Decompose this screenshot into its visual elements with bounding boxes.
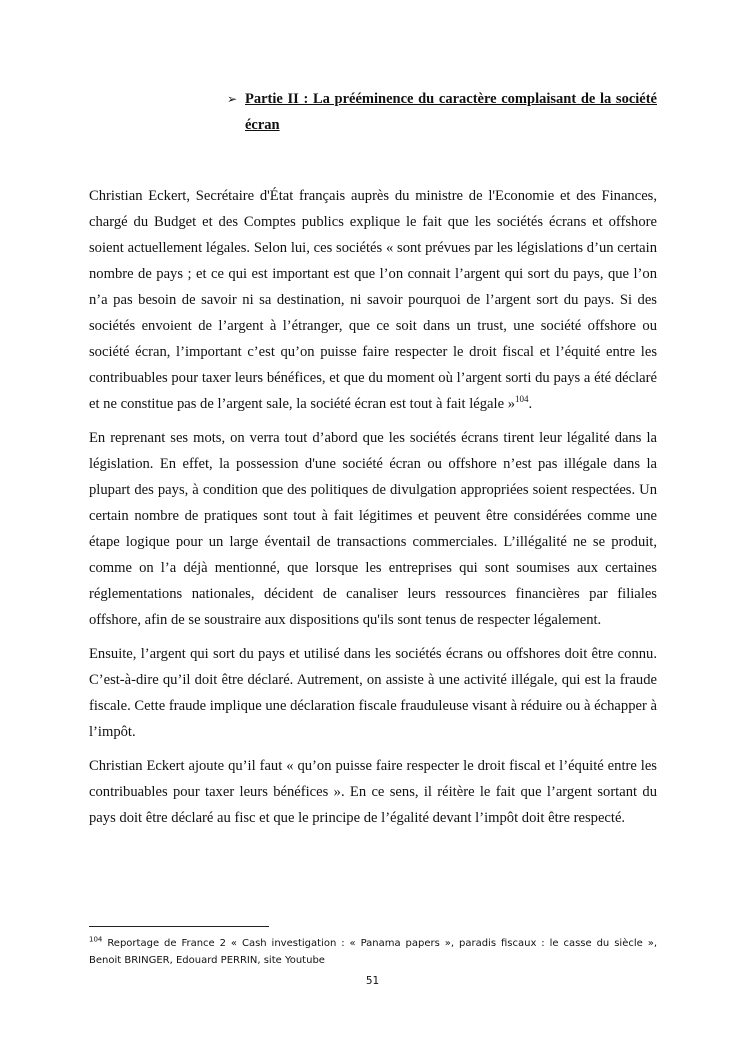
footnote-reference[interactable]: 104 [515, 394, 529, 405]
paragraph-3: Ensuite, l’argent qui sort du pays et utilisé dans les sociétés écrans ou offshores doit être connu. C’est-à-dire qu’il doit être déclaré. Autrement, on assiste à une activité illégale, qui est la fraude fiscale. Cette fraude implique une déclaration fiscale frauduleuse visant à réduire ou à échapper à l’impôt. [89, 646, 657, 740]
paragraph-1 [89, 183, 657, 417]
paragraph-2: En reprenant ses mots, on verra tout d’abord que les sociétés écrans tirent leur légalité dans la législation. En effet, la possession d'une société écran ou offshore n’est pas illégale dans la plupart des pays, à condition que des politiques de divulgation appropriées soient respectées. Un certain nombre de pratiques sont tout à fait légitimes et peuvent être considérées comme une étape logique pour un large éventail de transactions commerciales. L’illégalité ne se produit, comme on l’a déjà mentionné, que lorsque les entreprises qui sont soumises aux certaines réglementations nationales, décident de canaliser leurs ressources financières par filiales offshore, afin de se soustraire aux dispositions qu'ils sont tenus de respecter légalement. [89, 430, 657, 628]
body-text [89, 183, 657, 839]
arrow-bullet-icon: ➢ [227, 92, 238, 106]
footnote-separator [89, 926, 269, 927]
footnote-number: 104 [89, 935, 103, 944]
paragraph-4: Christian Eckert ajoute qu’il faut « qu’on puisse faire respecter le droit fiscal et l’équité entre les contribuables pour taxer leurs bénéfices ». En ce sens, il réitère le fait que l’argent sortant du pays doit être déclaré au fisc et que le principe de l’égalité devant l’impôt doit être respecté. [89, 758, 657, 826]
footnote-text: Reportage de France 2 « Cash investigation : « Panama papers », paradis fiscaux : le casse du siècle », Benoit BRINGER, Edouard PERRIN, site Youtube [89, 938, 657, 966]
paragraph-1-tail: . [528, 396, 533, 412]
footnote [89, 935, 657, 969]
paragraph-1-text: Christian Eckert, Secrétaire d'État français auprès du ministre de l'Economie et des Finances, chargé du Budget et des Comptes publics explique le fait que les sociétés écrans et offshore soient actuellement légales. Selon lui, ces sociétés « sont prévues par les législations d’un certain nombre de pays ; et ce qui est important est que l’on connait l’argent qui sort du pays, que l’on n’a pas besoin de savoir ni sa destination, ni savoir pourquoi de l’argent sort du pays. Si des sociétés envoient de l’argent à l’étranger, que ce soit dans un trust, une société offshore ou société écran, l’important c’est qu’on puisse faire respecter le droit fiscal et l’équité entre les contribuables pour taxer leurs bénéfices, et que du moment où l’argent sorti du pays a été déclaré et ne constitue pas de l’argent sale, la société écran est tout à fait légale » [89, 188, 657, 412]
section-heading [227, 86, 657, 138]
section-title: Partie II : La prééminence du caractère complaisant de la société écran [245, 91, 657, 133]
page-number: 51 [365, 975, 380, 987]
